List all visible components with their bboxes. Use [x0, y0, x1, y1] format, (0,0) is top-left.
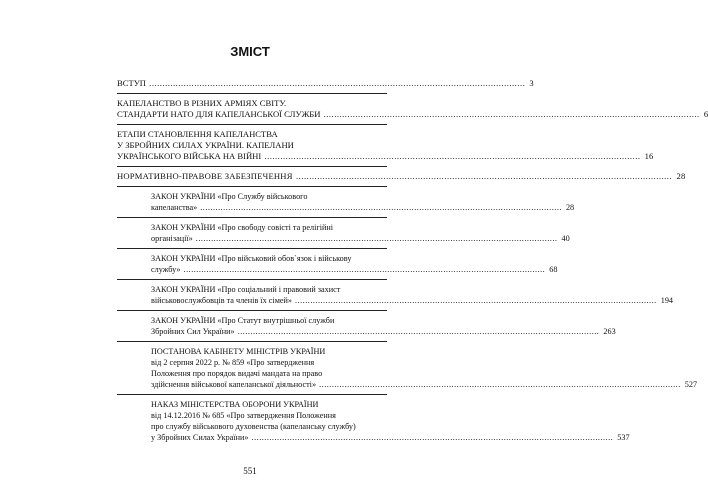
toc-entry-text: ЕТАПИ СТАНОВЛЕННЯ КАПЕЛАНСТВА: [117, 129, 278, 139]
toc-entry-text: ЗАКОН УКРАЇНИ «Про Службу військового: [151, 192, 308, 201]
toc-entry-text: від 14.12.2016 № 685 «Про затвердження Положення: [151, 411, 336, 420]
toc-entry-text: про службу військового духовенства (капеланську службу): [151, 422, 356, 431]
toc-page-number: 537: [617, 433, 630, 442]
toc-subentry-law-social-protection[interactable]: [117, 280, 674, 311]
toc-entry-text: ЗАКОН УКРАЇНИ «Про військовий обов`язок і військову: [151, 254, 352, 263]
toc-page-number: 527: [684, 380, 698, 389]
toc-entry-stages[interactable]: [117, 125, 654, 167]
toc-page-number: 40: [561, 234, 570, 243]
toc-subentry-law-conscience[interactable]: [117, 218, 570, 249]
toc-entry-legal[interactable]: [117, 167, 686, 187]
leader-dots: [264, 151, 640, 161]
toc-page-number: 28: [676, 171, 686, 181]
leader-dots: [296, 171, 672, 181]
leader-dots: [319, 380, 681, 389]
toc-entry-text: Положення про порядок видачі мандата на право: [151, 369, 323, 378]
toc-page-number: 194: [660, 296, 674, 305]
toc-entry-text: військовослужбовців та членів їх сімей»: [151, 296, 292, 305]
leader-dots: [149, 78, 525, 88]
toc-entry-text: капеланства»: [151, 203, 198, 212]
page-number: 551: [243, 466, 257, 476]
toc-subentry-defense-order[interactable]: [117, 395, 630, 447]
toc-entry-text: Збройних Сил України»: [151, 327, 235, 336]
toc-entry-text: НОРМАТИВНО-ПРАВОВЕ ЗАБЕЗПЕЧЕННЯ: [117, 171, 293, 181]
leader-dots: [196, 234, 558, 243]
toc-entry-chaplaincy-world[interactable]: [117, 94, 708, 125]
toc-page-number: 6: [703, 109, 708, 119]
toc-entry-text: ЗАКОН УКРАЇНИ «Про Статут внутрішньої служби: [151, 316, 335, 325]
toc-subentry-law-military-duty[interactable]: [117, 249, 558, 280]
toc-page-number: 68: [549, 265, 558, 274]
page-title: ЗМІСТ: [230, 44, 270, 59]
leader-dots: [252, 433, 614, 442]
toc-entry-text: УКРАЇНСЬКОГО ВІЙСЬКА НА ВІЙНІ: [117, 151, 262, 161]
leader-dots: [324, 109, 700, 119]
toc-entry-text: здійснення військової капеланської діяльності»: [151, 380, 317, 389]
toc-entry-text: ПОСТАНОВА КАБІНЕТУ МІНІСТРІВ УКРАЇНИ: [151, 347, 326, 356]
toc-entry-text: службу»: [151, 265, 181, 274]
toc-subentry-cabinet-resolution[interactable]: [117, 342, 698, 395]
toc-entry-intro[interactable]: [117, 74, 534, 94]
leader-dots: [184, 265, 546, 274]
leader-dots: [295, 296, 657, 305]
leader-dots: [200, 203, 562, 212]
toc-subentry-law-statute[interactable]: [117, 311, 616, 342]
toc-entry-text: від 2 серпня 2022 р. № 859 «Про затвердження: [151, 358, 315, 367]
toc-entry-text: У ЗБРОЙНИХ СИЛАХ УКРАЇНИ. КАПЕЛАНИ: [117, 140, 294, 150]
toc-entry-text: НАКАЗ МІНІСТЕРСТВА ОБОРОНИ УКРАЇНИ: [151, 400, 319, 409]
toc-subentry-law-chaplaincy[interactable]: [117, 187, 575, 218]
toc-entry-text: КАПЕЛАНСТВО В РІЗНИХ АРМІЯХ СВІТУ.: [117, 98, 287, 108]
toc-entry-text: ЗАКОН УКРАЇНИ «Про соціальний і правовий захист: [151, 285, 341, 294]
table-of-contents: [117, 74, 708, 447]
toc-entry-text: організації»: [151, 234, 193, 243]
toc-entry-text: ЗАКОН УКРАЇНИ «Про свободу совісті та релігійні: [151, 223, 334, 232]
toc-entry-text: ВСТУП: [117, 78, 147, 88]
toc-page-number: 28: [565, 203, 575, 212]
toc-page-number: 16: [644, 151, 654, 161]
toc-entry-text: СТАНДАРТИ НАТО ДЛЯ КАПЕЛАНСЬКОЇ СЛУЖБИ: [117, 109, 321, 119]
toc-entry-text: у Збройних Силах України»: [151, 433, 249, 442]
leader-dots: [238, 327, 600, 336]
toc-page-number: 263: [603, 327, 616, 336]
toc-page-number: 3: [529, 78, 534, 88]
